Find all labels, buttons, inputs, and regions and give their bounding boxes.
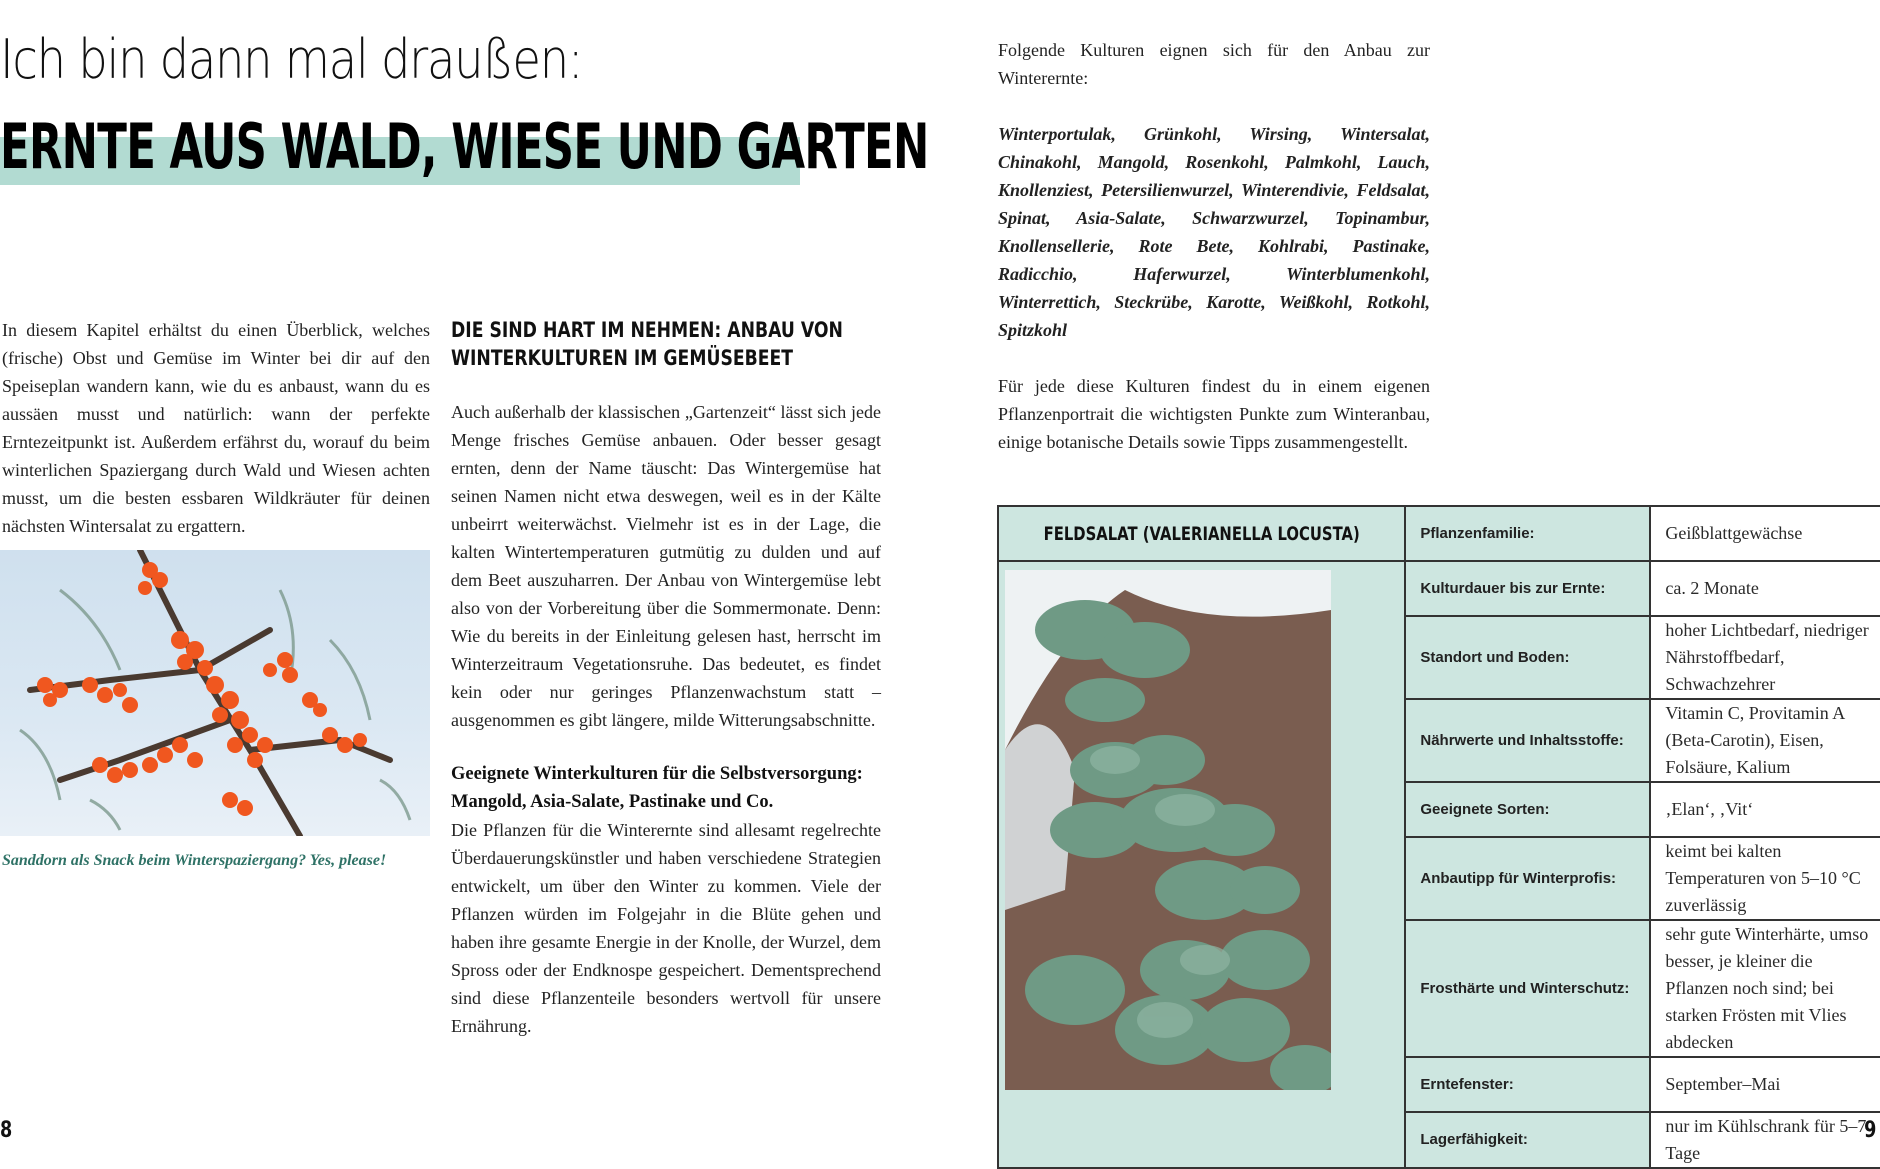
- sea-buckthorn-illustration: [0, 550, 430, 836]
- photo-caption: Sanddorn als Snack beim Winterspaziergang? Yes, please!: [2, 852, 387, 869]
- row-label: Geeignete Sorten:: [1405, 782, 1650, 837]
- plant-card-title: FELDSALAT (VALERIANELLA LOCUSTA): [1043, 522, 1360, 545]
- list-intro: Folgende Kulturen eignen sich für den Anbau zur Winterernte:: [998, 40, 1430, 88]
- crops-column: [998, 36, 1430, 456]
- row-label: Anbautipp für Winterprofis:: [1405, 837, 1650, 920]
- plant-portrait-table: [997, 505, 1880, 1169]
- intro-paragraph: In diesem Kapitel erhältst du einen Überblick, welches (frische) Obst und Gemüse im Winter bei dir auf den Speiseplan wandern kann, wie du es anbaust, wann du es aussäen musst und natürlich: wann der perfekte Erntezeitpunkt ist. Außerdem erfährst du, worauf du beim winterlichen Spaziergang durch Wald und Wiesen achten musst, um die besten essbaren Wildkräuter für deinen nächsten Wintersalat zu ergattern.: [2, 320, 430, 536]
- row-label: Standort und Boden:: [1405, 616, 1650, 699]
- lamb-lettuce-illustration: [1005, 570, 1331, 1090]
- row-label: Nährwerte und Inhaltsstoffe:: [1405, 699, 1650, 782]
- row-label: Frosthärte und Winterschutz:: [1405, 920, 1650, 1057]
- plant-card-title-cell: [998, 506, 1405, 561]
- subsection-paragraph: Die Pflanzen für die Winterernte sind allesamt regelrechte Überdauerungskünstler und haben verschiedene Strategien entwickelt, um über den Winter zu kommen. Viele der Pflanzen würden im Folgejahr in die Blüte gehen und haben ihre gesamte Energie in der Knolle, der Wurzel, dem Spross oder der Endknospe gespeichert. Dementsprechend sind diese Pflanzenteile besonders wertvoll für unsere Ernährung.: [451, 820, 881, 1036]
- row-value: Geißblattgewächse: [1650, 506, 1880, 561]
- row-value: September–Mai: [1650, 1057, 1880, 1112]
- row-value: ‚Elan‘, ‚Vit‘: [1650, 782, 1880, 837]
- crops-list: Winterportulak, Grünkohl, Wirsing, Wintersalat, Chinakohl, Mangold, Rosenkohl, Palmkohl, Lauch, Knollenziest, Petersilienwurzel, Winterendivie, Feldsalat, Spinat, Asia-Salate, Schwarzwurzel, Topinambur, Knollensellerie, Rote Bete, Kohlrabi, Pastinake, Radicchio, Haferwurzel, Winterblumenkohl, Winterrettich, Steckrübe, Karotte, Weißkohl, Rotkohl, Spitzkohl: [998, 124, 1430, 340]
- chapter-kicker: Ich bin dann mal draußen:: [0, 28, 583, 91]
- portrait-note: Für jede diese Kulturen findest du in einem eigenen Pflanzenportrait die wichtigsten Punkte zum Winteranbau, einige botanische Details sowie Tipps zusammengestellt.: [998, 376, 1430, 452]
- page-number-left: 8: [0, 1118, 13, 1143]
- intro-column: [2, 316, 430, 540]
- row-label: Pflanzenfamilie:: [1405, 506, 1650, 561]
- row-value: sehr gute Winterhärte, umso besser, je kleiner die Pflanzen noch sind; bei starken Frösten mit Vlies abdecken: [1650, 920, 1880, 1057]
- section-heading: DIE SIND HART IM NEHMEN: ANBAU VON WINTERKULTUREN IM GEMÜSEBEET: [451, 318, 843, 370]
- row-label: Kulturdauer bis zur Ernte:: [1405, 561, 1650, 616]
- row-value: hoher Lichtbedarf, niedriger Nährstoffbedarf, Schwachzehrer: [1650, 616, 1880, 699]
- row-value: keimt bei kalten Temperaturen von 5–10 °C zuverlässig: [1650, 837, 1880, 920]
- sea-buckthorn-photo: [0, 550, 430, 836]
- lamb-lettuce-photo: [1005, 570, 1331, 1090]
- row-label: Lagerfähigkeit:: [1405, 1112, 1650, 1168]
- page-number-right: 9: [1863, 1118, 1876, 1143]
- subsection-heading: Geeignete Winterkulturen für die Selbstversorgung: Mangold, Asia-Salate, Pastinake und Co.: [451, 764, 863, 812]
- row-label: Erntefenster:: [1405, 1057, 1650, 1112]
- row-value: nur im Kühlschrank für 5–7 Tage: [1650, 1112, 1880, 1168]
- section-paragraph: Auch außerhalb der klassischen „Gartenzeit“ lässt sich jede Menge frisches Gemüse anbauen. Oder besser gesagt ernten, denn der Name täuscht: Das Wintergemüse hat seinen Namen nicht etwa deswegen, weil es in der Kälte unbeirrt weiterwächst. Vielmehr ist es in der Lage, die kalten Wintertemperaturen gutmütig zu dulden und auf dem Beet auszuharren. Der Anbau von Wintergemüse lebt also von der Vorbereitung über die Sommermonate. Denn: Wie du bereits in der Einleitung gelesen hast, herrscht im Winterzeitraum Vegetationsruhe. Das bedeutet, es findet kein oder nur geringes Pflanzenwachstum statt – ausgenommen es gibt längere, milde Witterungsabschnitte.: [451, 402, 881, 730]
- chapter-title: ERNTE AUS WALD, WIESE UND GARTEN: [0, 110, 929, 183]
- section-column: [451, 316, 881, 1040]
- lamb-lettuce-photo-cell: [998, 561, 1405, 1168]
- row-value: ca. 2 Monate: [1650, 561, 1880, 616]
- row-value: Vitamin C, Provitamin A (Beta-Carotin), Eisen, Folsäure, Kalium: [1650, 699, 1880, 782]
